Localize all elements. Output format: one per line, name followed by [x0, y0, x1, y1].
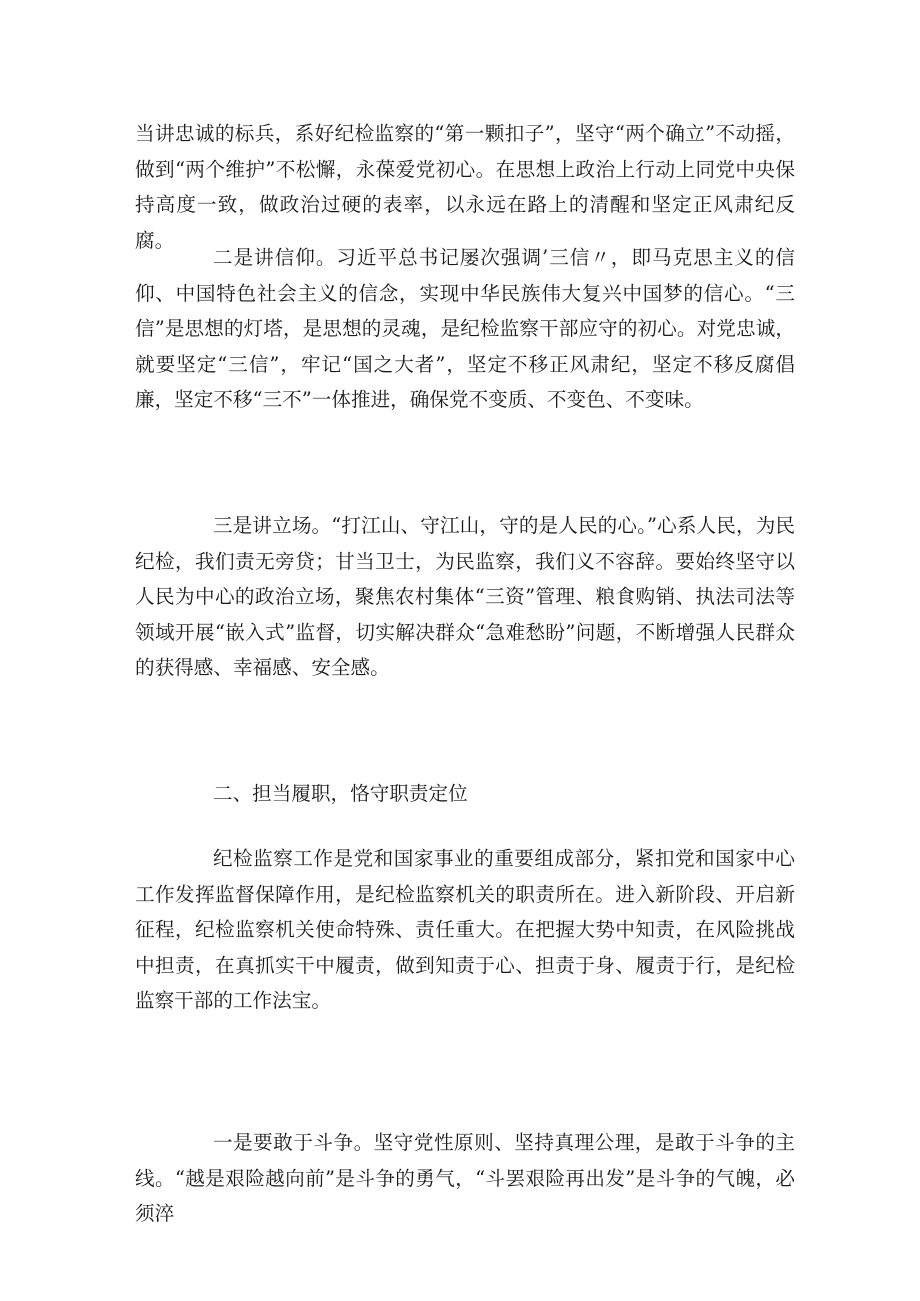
- paragraph-struggle: 一是要敢于斗争。坚守党性原则、坚持真理公理，是敢于斗争的主线。“越是艰险越向前”是斗争的勇气，“斗罢艰险再出发”是斗争的气魄，必须淬: [135, 1131, 795, 1225]
- section-heading: 二、担当履职，恪守职责定位: [213, 782, 468, 805]
- paragraph-stance: 三是讲立场。“打江山、守江山，守的是人民的心。”心系人民，为民纪检，我们责无旁贷；甘当卫士，为民监察，我们义不容辞。要始终坚守以人民为中心的政治立场，聚焦农村集体“三资”管理、粮食购销、执法司法等领域开展“嵌入式”监督，切实解决群众“急难愁盼”问题，不断增强人民群众的获得感、幸福感、安全感。: [135, 514, 795, 679]
- paragraph-loyalty-continued: 当讲忠诚的标兵，系好纪检监察的“第一颗扣子”，坚守“两个确立”不动摇，做到“两个维护”不松懈，永葆爱党初心。在思想上政治上行动上同党中央保持高度一致，做政治过硬的表率，以永远在路上的清醒和坚定正风肃纪反腐。: [135, 122, 795, 252]
- paragraph-duty: 纪检监察工作是党和国家事业的重要组成部分，紧扣党和国家中心工作发挥监督保障作用，是纪检监察机关的职责所在。进入新阶段、开启新征程，纪检监察机关使命特殊、责任重大。在把握大势中知责，在风险挑战中担责，在真抓实干中履责，做到知责于心、担责于身、履责于行，是纪检监察干部的工作法宝。: [135, 847, 795, 1012]
- paragraph-belief: 二是讲信仰。习近平总书记屡次强调’三信〃，即马克思主义的信仰、中国特色社会主义的信念，实现中华民族伟大复兴中国梦的信心。“三信”是思想的灯塔，是思想的灵魂，是纪检监察干部应守的初心。对党忠诚，就要坚定“三信”，牢记“国之大者”，坚定不移正风肃纪，坚定不移反腐倡廉，坚定不移“三不”一体推进，确保党不变质、不变色、不变味。: [135, 246, 795, 411]
